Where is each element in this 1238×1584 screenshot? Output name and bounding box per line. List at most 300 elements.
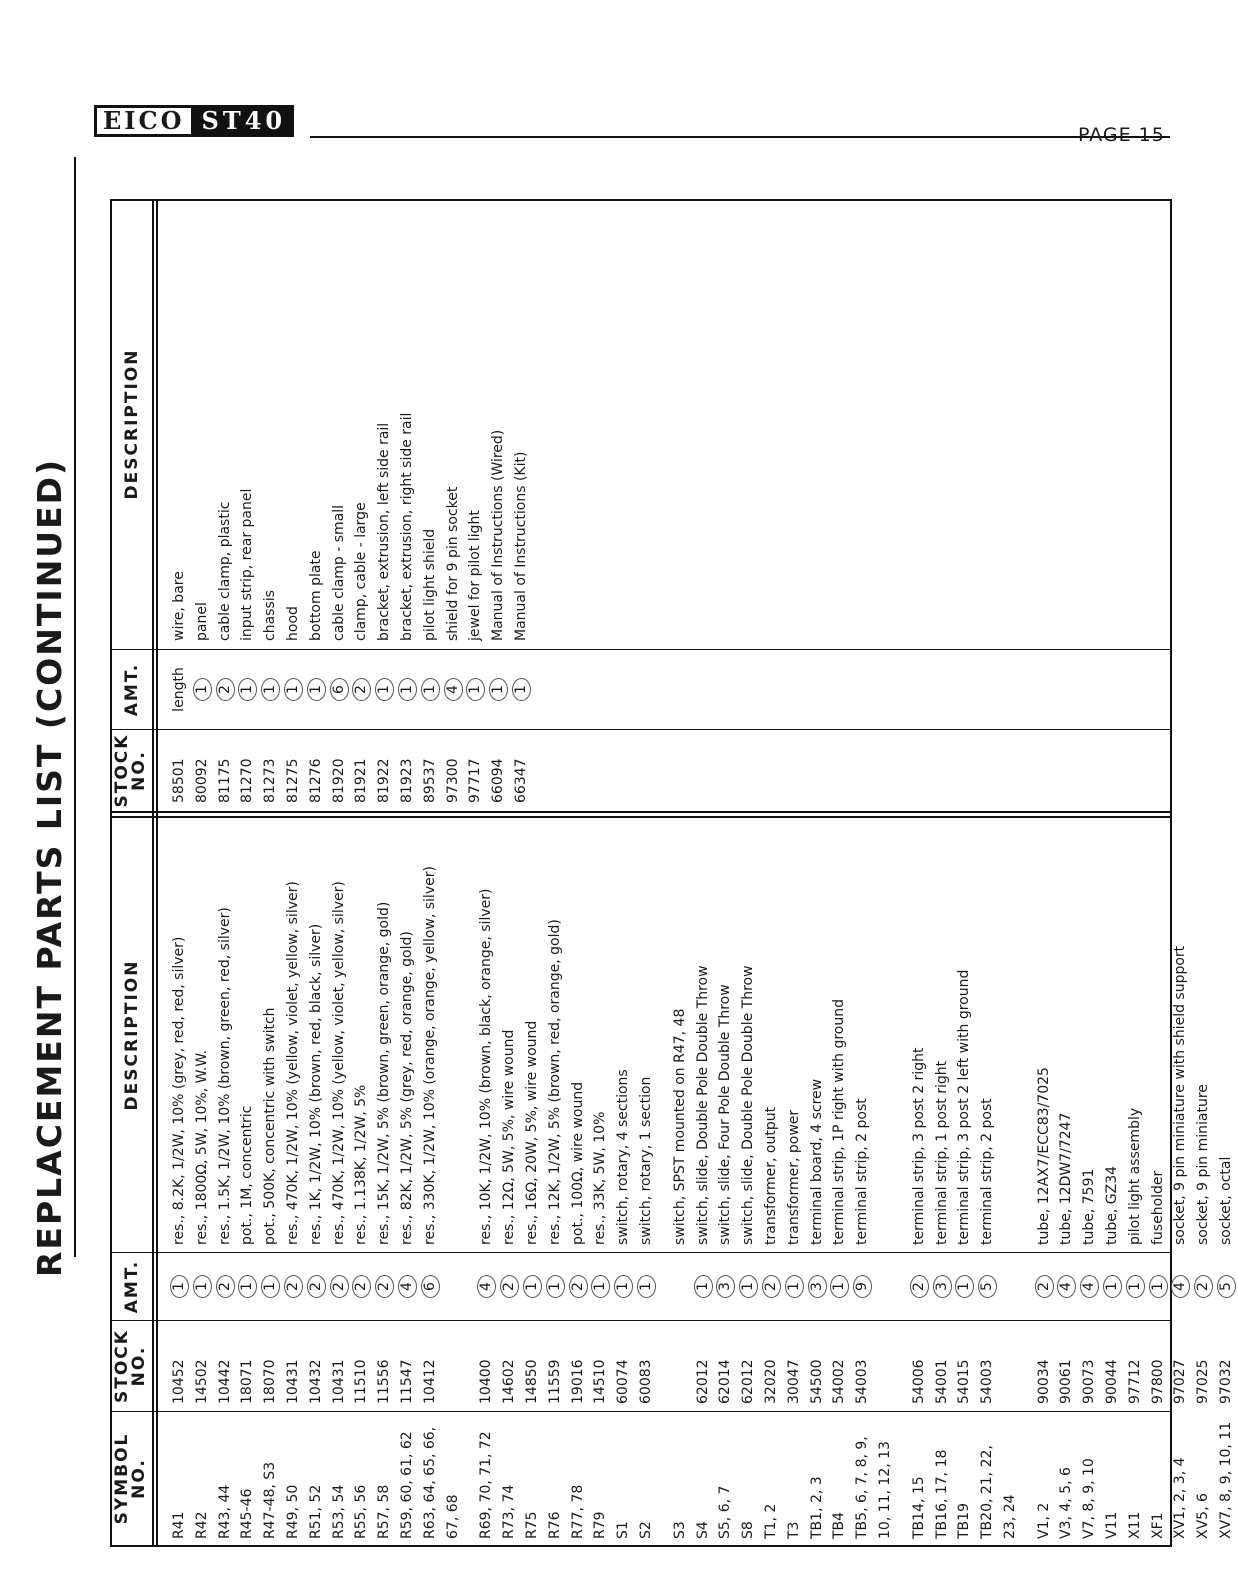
stock-cell: 81922 (376, 758, 393, 803)
amt-cell (498, 1253, 521, 1320)
amt-cell (1078, 1253, 1101, 1320)
circled-amount: 1 (398, 678, 417, 701)
stock-cell: 97300 (444, 758, 461, 803)
description-cell: pot., 100Ω, wire wound (569, 1081, 586, 1245)
stock-cell: 90044 (1104, 1359, 1121, 1404)
amt-cell (396, 1253, 419, 1320)
row-gap (464, 1414, 475, 1539)
stock-cell: 54006 (910, 1359, 927, 1404)
amt-cell (328, 1253, 351, 1320)
stock-cell: 18071 (239, 1359, 256, 1404)
description-cell: res., 12K, 1/2W, 5% (brown, red, orange, gold) (546, 919, 563, 1245)
amt-cell (931, 1253, 954, 1320)
stock-cell: 14510 (592, 1359, 609, 1404)
description-cell: fuseholder (1149, 1170, 1166, 1245)
symbol-cell: TB4 (831, 1511, 848, 1539)
symbol-cell: V7, 8, 9, 10 (1081, 1458, 1098, 1539)
symbol-cell: R55, 56 (353, 1484, 370, 1539)
circled-amount: 1 (512, 678, 531, 701)
circled-amount: 1 (785, 1275, 804, 1298)
circled-amount: 1 (238, 678, 257, 701)
description-cell: cable clamp, plastic (216, 501, 233, 641)
description-cell: cable clamp - small (330, 504, 347, 641)
description-cell: bottom plate (307, 550, 324, 641)
description-cell: switch, slide, Double Pole Double Throw (694, 965, 711, 1245)
stock-cell: 80092 (193, 758, 210, 803)
description-cell: tube, GZ34 (1104, 1165, 1121, 1245)
description-cell: switch, rotary, 4 sections (615, 1069, 632, 1245)
description-cell: bracket, extrusion, left side rail (376, 422, 393, 641)
circled-amount: 1 (261, 1275, 280, 1298)
symbol-cell: X11 (1126, 1511, 1143, 1539)
circled-amount: 1 (1126, 1275, 1145, 1298)
row-gap (658, 1324, 669, 1404)
circled-amount: 4 (398, 1275, 417, 1298)
circled-amount: 2 (375, 1275, 394, 1298)
amt-cell (236, 650, 259, 729)
description-cell: res., 12Ω, 5W, 5%, wire wound (501, 1029, 518, 1245)
circled-amount: 3 (716, 1275, 735, 1298)
description-cell: switch, slide, Double Pole Double Throw (740, 965, 757, 1245)
amt-cell (259, 1253, 282, 1320)
stock-cell: 66347 (512, 758, 529, 803)
stock-cell: 81270 (239, 758, 256, 803)
stock-cell: 90061 (1058, 1359, 1075, 1404)
circled-amount: 6 (330, 678, 349, 701)
description-cell: res., 470K, 1/2W, 10% (yellow, violet, yellow, silver) (284, 881, 301, 1245)
description-cell: terminal strip, 3 post 2 left with ground (956, 969, 973, 1245)
circled-amount: 1 (238, 1275, 257, 1298)
symbol-cell: S5, 6, 7 (717, 1485, 734, 1539)
header-description: DESCRIPTION (122, 959, 142, 1111)
amt-cell (544, 1253, 567, 1320)
circled-amount: 1 (739, 1275, 758, 1298)
circled-amount: 1 (523, 1275, 542, 1298)
circled-amount: 4 (1080, 1275, 1099, 1298)
stock-cell (442, 1324, 465, 1404)
amt-cell (214, 650, 237, 729)
symbol-cell: R51, 52 (307, 1484, 324, 1539)
circled-amount: 1 (637, 1275, 656, 1298)
stock-cell: 54500 (808, 1359, 825, 1404)
description-cell: res., 1800Ω, 5W, 10%, W.W. (193, 1050, 210, 1245)
header-description-right: DESCRIPTION (122, 348, 142, 500)
circled-amount: 1 (591, 1275, 610, 1298)
description-cell: panel (193, 602, 210, 641)
symbol-cell: 67, 68 (444, 1494, 461, 1539)
circled-amount: 2 (307, 1275, 326, 1298)
description-cell: terminal board, 4 screw (808, 1078, 825, 1245)
circled-amount: 4 (477, 1275, 496, 1298)
description-cell: clamp, cable - large (353, 502, 370, 641)
symbol-cell: TB1, 2, 3 (808, 1476, 825, 1539)
row-gap (464, 1324, 475, 1404)
symbol-cell: S4 (694, 1521, 711, 1539)
description-cell: hood (284, 606, 301, 641)
circled-amount: 1 (307, 678, 326, 701)
circled-amount: 1 (489, 678, 508, 701)
description-cell: pot., 500K, concentric with switch (262, 1007, 279, 1245)
amt-cell (737, 1253, 760, 1320)
description-cell: switch, SPST mounted on R47, 48 (671, 1008, 688, 1245)
amt-cell: length (171, 667, 187, 712)
description-cell: Manual of Instructions (Kit) (512, 451, 529, 641)
description-cell: res., 1.138K, 1/2W, 5% (353, 1084, 370, 1245)
amt-cell (1215, 1253, 1238, 1320)
circled-amount: 1 (1103, 1275, 1122, 1298)
description-cell: pot., 1M, concentric (239, 1105, 256, 1245)
description-cell: pilot light assembly (1126, 1107, 1143, 1245)
circled-amount: 2 (352, 1275, 371, 1298)
circled-amount: 1 (955, 1275, 974, 1298)
amt-cell (305, 1253, 328, 1320)
stock-cell: 81276 (307, 758, 324, 803)
description-cell: jewel for pilot light (467, 510, 484, 641)
row-gap (658, 1253, 669, 1320)
description-cell: res., 8.2K, 1/2W, 10% (grey, red, red, silver) (171, 936, 187, 1245)
amt-cell (419, 1253, 442, 1320)
symbol-cell: R76 (546, 1511, 563, 1539)
amt-cell (464, 650, 487, 729)
symbol-cell: TB5, 6, 7, 8, 9, (854, 1436, 871, 1539)
title-underline (74, 157, 76, 1257)
amt-cell (396, 650, 419, 729)
description-cell: switch, rotary, 1 section (637, 1076, 654, 1245)
amt-cell (350, 650, 373, 729)
amt-cell (305, 650, 328, 729)
amt-cell (908, 1253, 931, 1320)
amt-cell (1033, 1253, 1056, 1320)
circled-amount: 4 (444, 678, 463, 701)
row-gap (897, 1253, 908, 1320)
description-cell: tube, 7591 (1081, 1168, 1098, 1245)
amt-cell (373, 1253, 396, 1320)
row-gap (1022, 1324, 1033, 1404)
description-cell: transformer, power (785, 1109, 802, 1245)
stock-cell: 97717 (467, 758, 484, 803)
stock-cell: 58501 (171, 758, 187, 803)
stock-cell: 81923 (398, 758, 415, 803)
symbol-cell: S3 (671, 1521, 688, 1539)
amt-cell (191, 650, 214, 729)
circled-amount: 1 (193, 1275, 212, 1298)
stock-cell: 54003 (854, 1359, 871, 1404)
amt-cell (783, 1253, 806, 1320)
circled-amount: 1 (1149, 1275, 1168, 1298)
stock-cell: 10412 (421, 1359, 438, 1404)
row-gap (464, 1253, 475, 1320)
amt-cell (442, 650, 465, 729)
description-cell: bracket, extrusion, right side rail (398, 412, 415, 641)
description-cell: res., 10K, 1/2W, 10% (brown, black, orange, silver) (478, 888, 495, 1245)
stock-cell: 10452 (171, 1359, 187, 1404)
row-gap (464, 820, 475, 1245)
symbol-cell: S1 (615, 1521, 632, 1539)
symbol-cell: R42 (193, 1511, 210, 1539)
symbol-cell: R43, 44 (216, 1484, 233, 1539)
circled-amount: 4 (1057, 1275, 1076, 1298)
header-amt: AMT. (122, 1259, 142, 1314)
description-cell: transformer, output (762, 1106, 779, 1245)
col-divider (112, 816, 1172, 818)
stock-cell: 90034 (1035, 1359, 1052, 1404)
amt-cell (1147, 1253, 1170, 1320)
symbol-cell: XV1, 2, 3, 4 (1172, 1457, 1189, 1539)
amt-cell (1192, 1253, 1215, 1320)
amt-cell (214, 1253, 237, 1320)
circled-amount: 1 (614, 1275, 633, 1298)
amt-cell (714, 1253, 737, 1320)
symbol-cell: R57, 58 (376, 1484, 393, 1539)
stock-cell (999, 1324, 1022, 1404)
description-cell: tube, 12AX7/ECC83/7025 (1035, 1067, 1052, 1245)
description-cell: res., 33K, 5W, 10% (592, 1111, 609, 1245)
description-cell: Manual of Instructions (Wired) (490, 429, 507, 641)
symbol-cell: R63, 64, 65, 66, (421, 1426, 438, 1539)
stock-cell: 66094 (490, 758, 507, 803)
amt-cell (1124, 1253, 1147, 1320)
header-stock: STOCK NO. (112, 1329, 149, 1403)
brand-name: EICO (94, 105, 194, 137)
stock-cell: 97027 (1172, 1359, 1189, 1404)
stock-cell: 11510 (353, 1359, 370, 1404)
stock-cell: 10431 (330, 1359, 347, 1404)
stock-cell: 10400 (478, 1359, 495, 1404)
symbol-cell: R45-46 (239, 1488, 256, 1539)
description-cell (999, 820, 1022, 1245)
description-cell: terminal strip, 1 post right (933, 1060, 950, 1245)
stock-cell: 10431 (284, 1359, 301, 1404)
stock-cell: 60083 (637, 1359, 654, 1404)
amt-cell (760, 1253, 783, 1320)
stock-cell: 10442 (216, 1359, 233, 1404)
description-cell: chassis (262, 590, 279, 641)
stock-cell: 54001 (933, 1359, 950, 1404)
row-gap (897, 1324, 908, 1404)
circled-amount: 1 (466, 678, 485, 701)
stock-cell: 97032 (1218, 1359, 1235, 1404)
symbol-cell: R79 (592, 1511, 609, 1539)
circled-amount: 2 (500, 1275, 519, 1298)
description-cell: shield for 9 pin socket (444, 486, 461, 641)
amt-cell (487, 650, 510, 729)
amt-cell (851, 1253, 874, 1320)
circled-amount: 2 (910, 1275, 929, 1298)
amt-cell (419, 650, 442, 729)
stock-cell: 14502 (193, 1359, 210, 1404)
stock-cell: 19016 (569, 1359, 586, 1404)
amt-cell (828, 1253, 851, 1320)
amt-cell (282, 1253, 305, 1320)
stock-cell: 62014 (717, 1359, 734, 1404)
amt-cell (999, 1253, 1022, 1320)
stock-cell: 14602 (501, 1359, 518, 1404)
stock-cell: 62012 (694, 1359, 711, 1404)
description-cell: res., 16Ω, 20W, 5%, wire wound (523, 1020, 540, 1245)
description-cell: input strip, rear panel (239, 488, 256, 641)
description-column (168, 820, 1238, 1245)
circled-amount: 1 (830, 1275, 849, 1298)
circled-amount: 3 (933, 1275, 952, 1298)
circled-amount: 2 (1194, 1275, 1213, 1298)
amt-cell (168, 1253, 191, 1320)
circled-amount: 1 (546, 1275, 565, 1298)
description-cell: res., 1.5K, 1/2W, 10% (brown, green, red, silver) (216, 907, 233, 1245)
description-cell: socket, octal (1218, 1156, 1235, 1245)
amt-cell (976, 1253, 999, 1320)
description-cell: res., 330K, 1/2W, 10% (orange, orange, yellow, silver) (421, 866, 438, 1245)
circled-amount: 1 (694, 1275, 713, 1298)
description-cell: terminal strip, 3 post 2 right (910, 1047, 927, 1245)
symbol-cell: 10, 11, 12, 13 (876, 1441, 893, 1539)
description-cell: switch, slide, Four Pole Double Throw (717, 984, 734, 1245)
circled-amount: 1 (284, 678, 303, 701)
stock-cell: 11556 (376, 1359, 393, 1404)
circled-amount: 1 (421, 678, 440, 701)
description-cell: res., 470K, 1/2W, 10% (yellow, violet, yellow, silver) (330, 881, 347, 1245)
col-divider (112, 1320, 1172, 1321)
stock-cell: 62012 (740, 1359, 757, 1404)
stock-cell: 81920 (330, 758, 347, 803)
stock-cell: 10432 (307, 1359, 324, 1404)
eico-st40-logo (94, 105, 294, 137)
amt-cell (442, 1253, 465, 1320)
page-number: PAGE 15 (1078, 124, 1165, 146)
stock-cell: 97025 (1195, 1359, 1212, 1404)
description-cell (874, 820, 897, 1245)
stock-cell: 11559 (546, 1359, 563, 1404)
amt-cell (953, 1253, 976, 1320)
stock-cell: 81273 (262, 758, 279, 803)
stock-cell: 18070 (262, 1359, 279, 1404)
circled-amount: 4 (1171, 1275, 1190, 1298)
symbol-cell: R77, 78 (569, 1484, 586, 1539)
symbol-cell: R47-48, S3 (262, 1461, 279, 1539)
amt-cell (236, 1253, 259, 1320)
stock-cell: 54003 (979, 1359, 996, 1404)
amt-cell (350, 1253, 373, 1320)
row-gap (1022, 1414, 1033, 1539)
amt-cell (635, 1253, 658, 1320)
stock-cell (874, 1324, 897, 1404)
amt-cell (1055, 1253, 1078, 1320)
amt-column-right (168, 650, 533, 729)
stock-cell: 81921 (353, 758, 370, 803)
symbol-column (168, 1414, 1238, 1539)
amt-cell (521, 1253, 544, 1320)
col-divider (112, 729, 1172, 730)
parts-table (110, 199, 1235, 1547)
amt-cell (191, 1253, 214, 1320)
stock-cell: 81275 (284, 758, 301, 803)
stock-cell: 54002 (831, 1359, 848, 1404)
stock-cell: 30047 (785, 1359, 802, 1404)
col-divider (112, 811, 1172, 813)
circled-amount: 2 (284, 1275, 303, 1298)
model-name: ST40 (194, 105, 295, 137)
stock-cell: 32020 (762, 1359, 779, 1404)
symbol-cell: R73, 74 (501, 1484, 518, 1539)
symbol-cell: TB14, 15 (910, 1476, 927, 1539)
amt-cell (282, 650, 305, 729)
amt-column (168, 1253, 1238, 1320)
symbol-cell: S8 (740, 1521, 757, 1539)
symbol-cell: V3, 4, 5, 6 (1058, 1467, 1075, 1539)
symbol-cell: V11 (1104, 1511, 1121, 1539)
symbol-cell: V1, 2 (1035, 1502, 1052, 1539)
amt-cell (612, 1253, 635, 1320)
symbol-cell: XF1 (1149, 1512, 1166, 1539)
amt-cell (669, 1253, 692, 1320)
circled-amount: 5 (978, 1275, 997, 1298)
circled-amount: 1 (375, 678, 394, 701)
stock-cell: 54015 (956, 1359, 973, 1404)
amt-cell (475, 1253, 498, 1320)
description-column-right (168, 201, 533, 641)
symbol-cell: T3 (785, 1521, 802, 1539)
symbol-cell: TB19 (956, 1503, 973, 1539)
description-cell: res., 82K, 1/2W, 5% (grey, red, orange, gold) (398, 931, 415, 1245)
row-gap (658, 1414, 669, 1539)
header-rule-1 (152, 199, 154, 1545)
circled-amount: 6 (421, 1275, 440, 1298)
amt-cell (259, 650, 282, 729)
header-amt-right: AMT. (122, 662, 142, 717)
description-cell: tube, 12DW7/7247 (1058, 1112, 1075, 1245)
amt-cell (567, 1253, 590, 1320)
circled-amount: 2 (569, 1275, 588, 1298)
row-gap (1022, 1253, 1033, 1320)
amt-cell (692, 1253, 715, 1320)
amt-cell (1169, 1253, 1192, 1320)
description-cell: pilot light shield (421, 528, 438, 641)
circled-amount: 2 (352, 678, 371, 701)
symbol-cell: XV5, 6 (1195, 1493, 1212, 1539)
circled-amount: 1 (261, 678, 280, 701)
row-gap (658, 820, 669, 1245)
stock-cell: 60074 (615, 1359, 632, 1404)
amt-cell (874, 1253, 897, 1320)
row-gap (897, 1414, 908, 1539)
circled-amount: 2 (762, 1275, 781, 1298)
description-cell: terminal strip, 1P right with ground (831, 999, 848, 1245)
symbol-cell: R75 (523, 1511, 540, 1539)
circled-amount: 5 (1217, 1275, 1236, 1298)
stock-cell: 89537 (421, 758, 438, 803)
symbol-cell: T1, 2 (762, 1503, 779, 1539)
symbol-cell: TB16, 17, 18 (933, 1449, 950, 1539)
stock-cell: 14850 (523, 1359, 540, 1404)
description-cell: terminal strip, 2 post (979, 1098, 996, 1245)
circled-amount: 1 (170, 1275, 189, 1298)
circled-amount: 2 (216, 1275, 235, 1298)
circled-amount: 9 (853, 1275, 872, 1298)
amt-cell (806, 1253, 829, 1320)
circled-amount: 2 (1035, 1275, 1054, 1298)
description-cell: socket, 9 pin miniature with shield support (1172, 945, 1189, 1245)
amt-cell (1101, 1253, 1124, 1320)
row-gap (897, 820, 908, 1245)
symbol-cell: S2 (637, 1521, 654, 1539)
row-gap (1022, 820, 1033, 1245)
symbol-cell: R53, 54 (330, 1484, 347, 1539)
description-cell: res., 15K, 1/2W, 5% (brown, green, orange, gold) (376, 901, 393, 1245)
stock-column-right (168, 731, 533, 803)
header-symbol: SYMBOL NO. (112, 1432, 149, 1525)
amt-cell (589, 1253, 612, 1320)
description-cell: wire, bare (171, 571, 187, 641)
symbol-cell: R59, 60, 61, 62 (398, 1431, 415, 1539)
